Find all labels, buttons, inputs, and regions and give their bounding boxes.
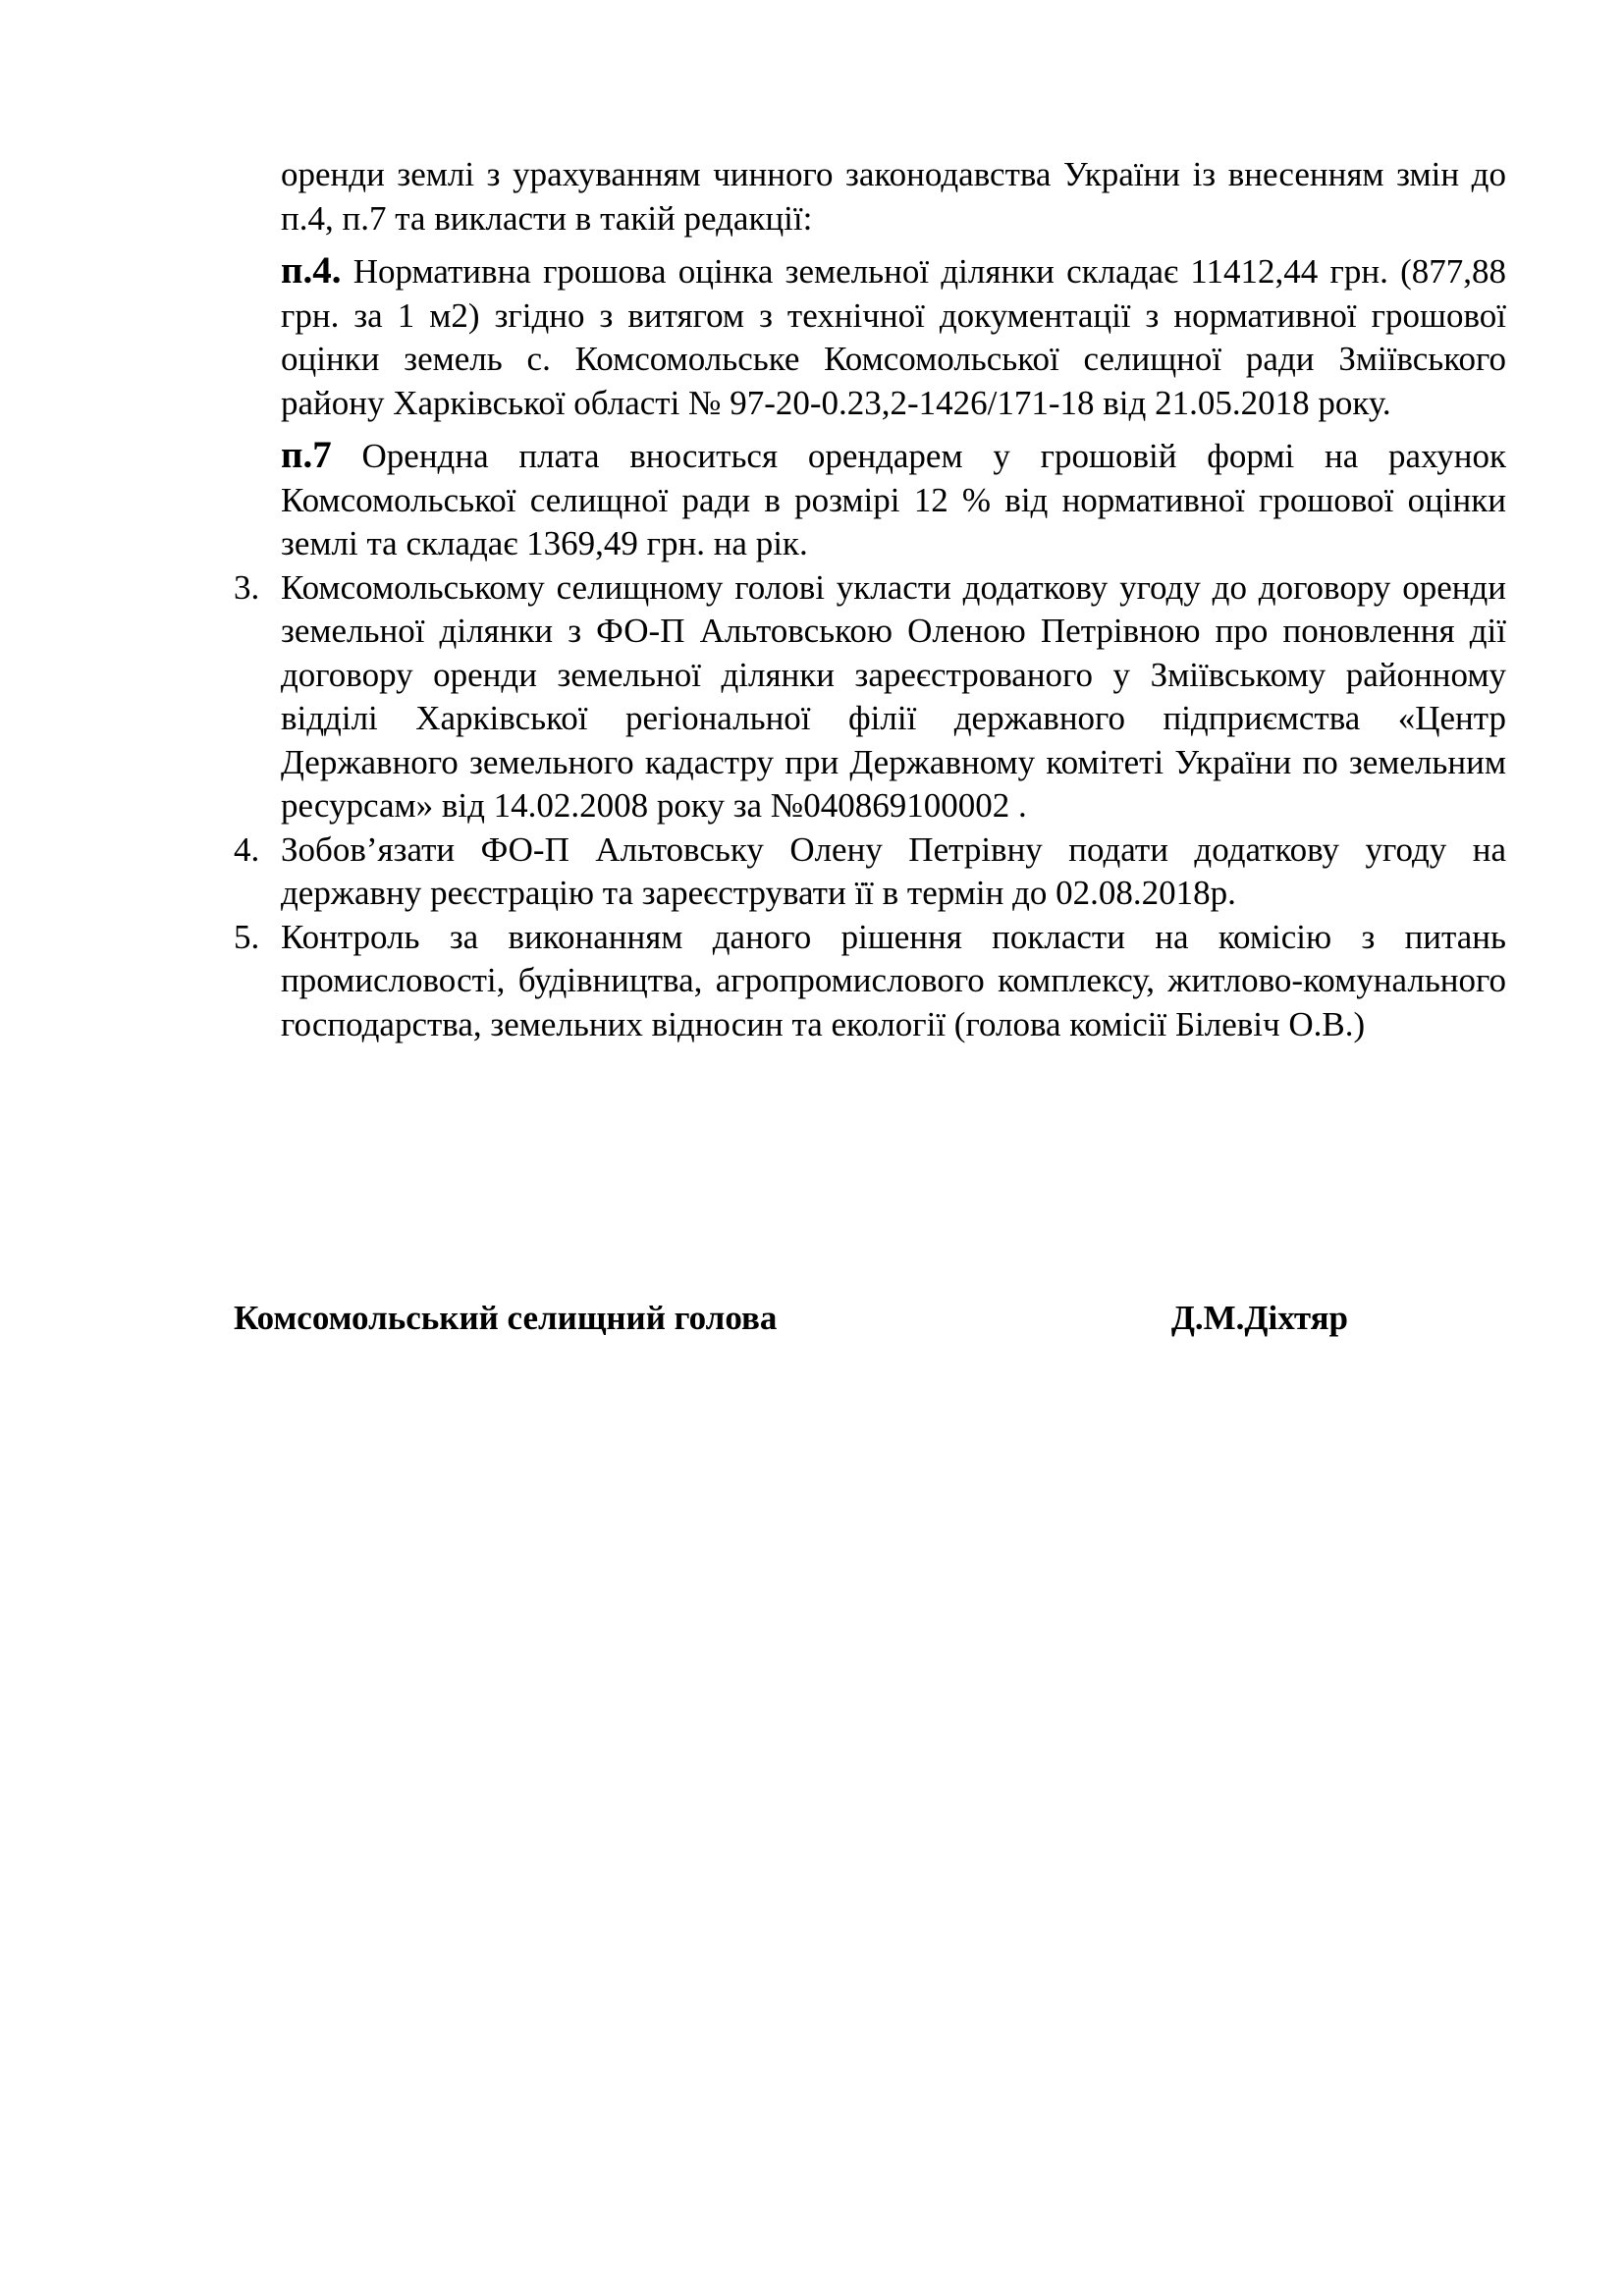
document-body: [234, 153, 1506, 1046]
clause-4-label: п.4.: [281, 249, 342, 292]
list-item-text: Контроль за виконанням даного рішення покласти на комісію з питань промисловості, будівництва, агропромислового комплексу, житлово-комунального господарства, земельних відносин та екології (голова комісії Білевіч О.В.): [281, 917, 1506, 1043]
signatory-title: Комсомольський селищний голова: [234, 1299, 778, 1337]
list-item-text: Комсомольському селищному голові укласти додаткову угоду до договору оренди земельної ділянки з ФО-П Альтовською Оленою Петрівною про поновлення дії договору оренди земельної ділянки зареєстрованого у Зміївському районному відділі Харківської регіональної філії державного підприємства «Центр Державного земельного кадастру при Державному комітеті України по земельним ресурсам» від 14.02.2008 року за №040869100002 .: [281, 567, 1506, 825]
list-item-text: Зобов’язати ФО-П Альтовську Олену Петрівну подати додаткову угоду на державну реєстрацію та зареєструвати її в термін до 02.08.2018р.: [281, 829, 1506, 912]
list-item: [234, 566, 1506, 828]
list-item-number: 3.: [234, 567, 260, 607]
list-item-number: 5.: [234, 917, 260, 956]
clause-7-paragraph: [234, 434, 1506, 566]
intro-paragraph: оренди землі з урахуванням чинного законодавства України із внесенням змін до п.4, п.7 та викласти в такій редакції:: [281, 155, 1506, 238]
clause-7-text: Орендна плата вноситься орендарем у грошовій формі на рахунок Комсомольської селищної ради в розмірі 12 % від нормативної грошової оцінки землі та складає 1369,49 грн. на рік.: [281, 437, 1506, 562]
list-item: [234, 916, 1506, 1047]
list-item: [234, 828, 1506, 916]
numbered-list: [234, 566, 1506, 1047]
clause-4-paragraph: [234, 249, 1506, 425]
signatory-name: Д.М.Діхтяр: [1170, 1299, 1348, 1337]
clause-4-text: Нормативна грошова оцінка земельної ділянки складає 11412,44 грн. (877,88 грн. за 1 м2) згідно з витягом з технічної документації з нормативної грошової оцінки земель с. Комсомольське Комсомольської селищної ради Зміївського району Харківської області № 97-20-0.23,2-1426/171-18 від 21.05.2018 року.: [281, 252, 1506, 422]
list-item-number: 4.: [234, 829, 260, 869]
clause-7-label: п.7: [281, 434, 332, 476]
